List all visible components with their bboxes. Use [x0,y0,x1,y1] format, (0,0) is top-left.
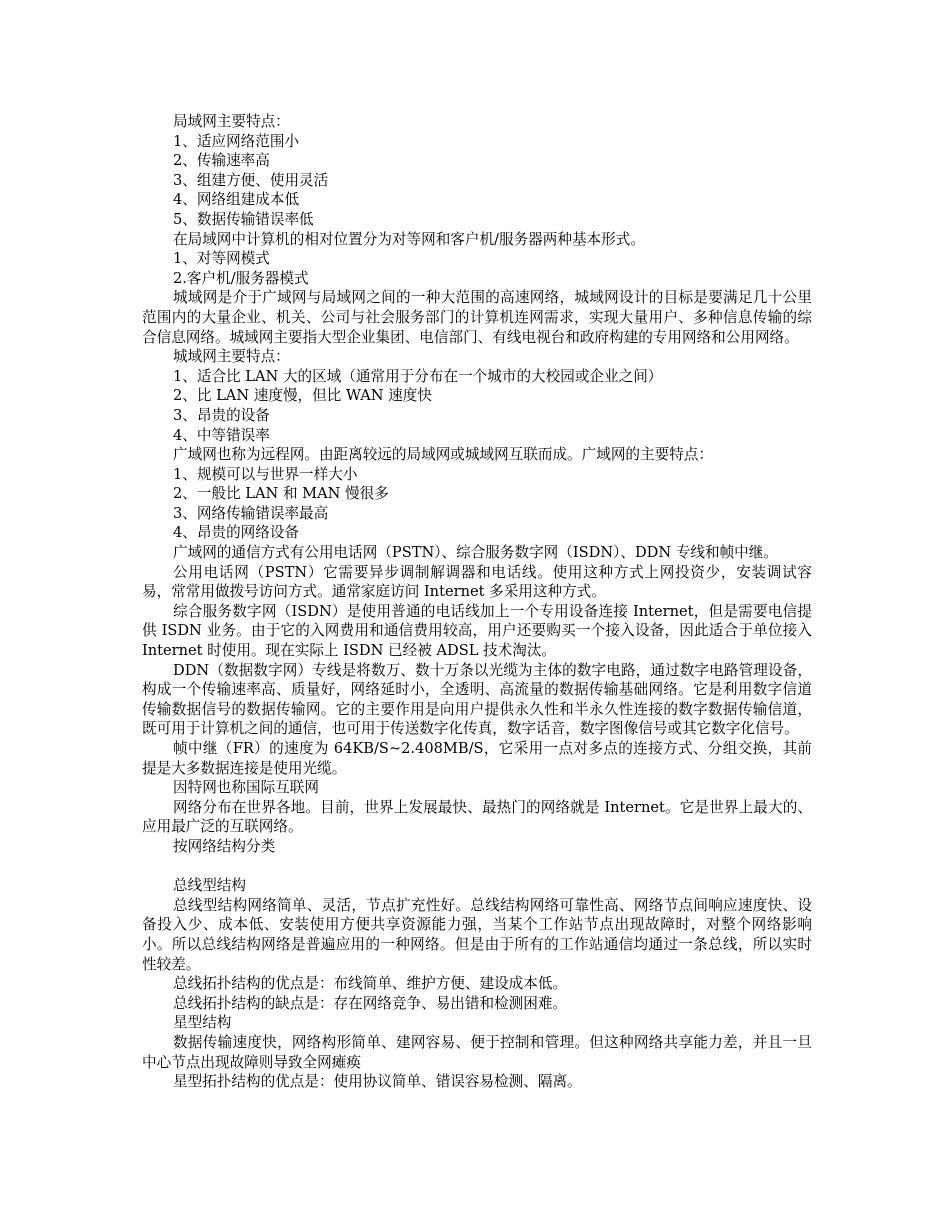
paragraph: 网络分布在世界各地。目前，世界上发展最快、最热门的网络就是 Internet。它是世界上最大的、应用最广泛的互联网络。 [142,798,812,836]
paragraph: 3、网络传输错误率最高 [173,504,329,522]
paragraph: 5、数据传输错误率低 [173,210,314,228]
paragraph: 2、传输速率高 [173,152,270,170]
paragraph: 3、组建方便、使用灵活 [173,171,329,189]
paragraph: 在局域网中计算机的相对位置分为对等网和客户机/服务器两种基本形式。 [173,230,645,248]
paragraph: 帧中继（FR）的速度为 64KB/S~2.408MB/S，它采用一点对多点的连接方式、分组交换，其前提是大多数据连接是使用光缆。 [142,740,812,777]
paragraph: 4、昂贵的网络设备 [173,524,300,542]
paragraph: 总线拓扑结构的优点是：布线简单、维护方便、建设成本低。 [173,975,568,993]
paragraph: 因特网也称国际互联网 [173,779,319,797]
paragraph: 4、中等错误率 [173,426,270,444]
paragraph: 公用电话网（PSTN）它需要异步调制解调器和电话线。使用这种方式上网投资少，安装调试容易，常常用做拨号访问方式。通常家庭访问 Internet 多采用这种方式。 [142,563,812,601]
paragraph: 广域网也称为远程网。由距离较远的局域网或城域网互联而成。广域网的主要特点： [173,446,713,464]
paragraph: 总线型结构网络简单、灵活，节点扩充性好。总线结构网络可靠性高、网络节点间响应速度快、设备投入少、成本低、安装使用方便共享资源能力强，当某个工作站节点出现故障时，对整个网络影响小。所以总线结构网络是普遍应用的一种网络。但是由于所有的工作站通信均通过一条总线，所以实时性较差。 [142,896,812,973]
document-body [142,112,812,1092]
paragraph: 综合服务数字网（ISDN）是使用普通的电话线加上一个专用设备连接 Internet，但是需要电信提供 ISDN 业务。由于它的入网费用和通信费用较高，用户还要购买一个接入设备，因此适合于单位接入 Internet 时使用。现在实际上 ISDN 已经被 ADSL 技术淘汰。 [142,602,812,660]
paragraph: 局域网主要特点： [173,113,290,130]
blank-line [142,857,812,877]
paragraph: 广域网的通信方式有公用电话网（PSTN）、综合服务数字网（ISDN）、DDN 专线和帧中继。 [173,544,778,562]
paragraph: 星型结构 [173,1014,232,1032]
paragraph: 总线拓扑结构的缺点是：存在网络竞争、易出错和检测困难。 [173,994,568,1012]
paragraph: 1、规模可以与世界一样大小 [173,465,358,483]
paragraph: 按网络结构分类 [173,837,276,855]
paragraph: 1、对等网模式 [173,250,270,268]
paragraph: 2.客户机/服务器模式 [173,269,309,287]
paragraph: 城域网是介于广域网与局域网之间的一种大范围的高速网络，城域网设计的目标是要满足几十公里范围内的大量企业、机关、公司与社会服务部门的计算机连网需求，实现大量用户、多种信息传输的综合信息网络。城域网主要指大型企业集团、电信部门、有线电视台和政府构建的专用网络和公用网络。 [142,289,812,346]
paragraph: 星型拓扑结构的优点是：使用协议简单、错误容易检测、隔离。 [173,1073,582,1091]
paragraph: 1、适应网络范围小 [173,132,300,150]
paragraph: 数据传输速度快，网络构形简单、建网容易、便于控制和管理。但这种网络共享能力差，并且一旦中心节点出现故障则导致全网瘫痪 [142,1033,812,1071]
paragraph: 4、网络组建成本低 [173,191,300,209]
paragraph: 城域网主要特点： [173,348,290,366]
paragraph: 总线型结构 [173,877,246,895]
paragraph: 1、适合比 LAN 大的区域（通常用于分布在一个城市的大校园或企业之间） [173,367,663,385]
paragraph: 2、比 LAN 速度慢，但比 WAN 速度快 [173,387,432,405]
paragraph: 2、一般比 LAN 和 MAN 慢很多 [173,485,389,503]
paragraph: DDN（数据数字网）专线是将数万、数十万条以光缆为主体的数字电路，通过数字电路管理设备，构成一个传输速率高、质量好，网络延时小，全透明、高流量的数据传输基础网络。它是利用数字信道传输数据信号的数据传输网。它的主要作用是向用户提供永久性和半永久性连接的数字数据传输信道，既可用于计算机之间的通信，也可用于传送数字化传真，数字话音，数字图像信号或其它数字化信号。 [142,661,812,738]
paragraph: 3、昂贵的设备 [173,406,270,424]
